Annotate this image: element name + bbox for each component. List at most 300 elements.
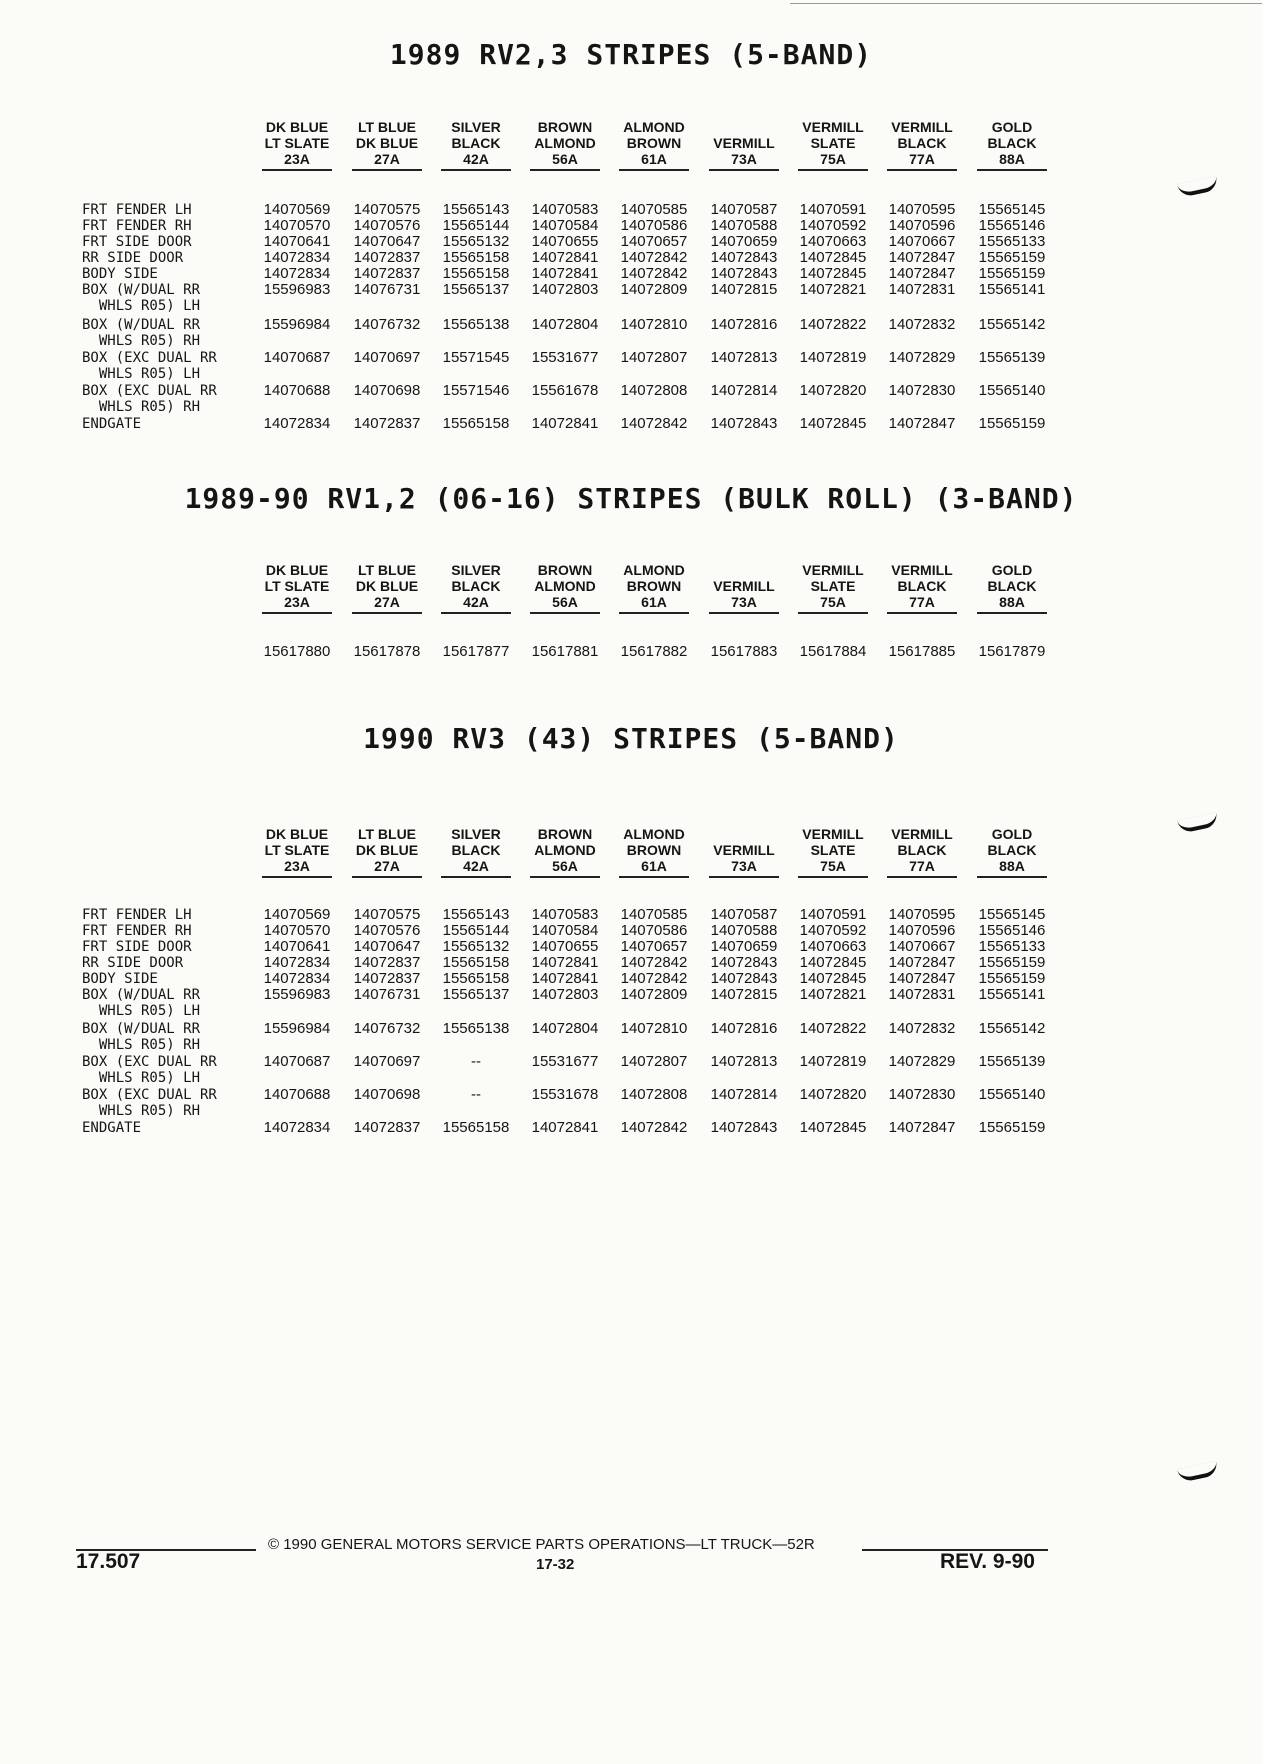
part-number-cell: 14076732 [353, 316, 421, 333]
part-number-cell: 14070688 [263, 1086, 331, 1103]
part-number-cell: 14072841 [531, 970, 599, 987]
part-number-cell: 15565140 [978, 1086, 1046, 1103]
column-header-rule [709, 876, 779, 878]
row-label: FRT SIDE DOOR [82, 234, 192, 250]
row-label: FRT FENDER RH [82, 923, 192, 939]
part-number-cell: 14072813 [710, 349, 778, 366]
column-header-line: 75A [820, 858, 846, 874]
column-header-line: SILVER [451, 562, 501, 578]
column-header-line [705, 119, 783, 135]
part-number-cell: 15561678 [531, 382, 599, 399]
part-number-cell: 14072808 [620, 382, 688, 399]
column-header-line: DK BLUE [355, 578, 419, 594]
part-number-cell: 14072819 [799, 1053, 867, 1070]
part-number-cell: 14072808 [620, 1086, 688, 1103]
column-header [526, 562, 604, 614]
part-number-cell: 14072829 [888, 1053, 956, 1070]
column-header-line: VERMILL [891, 119, 953, 135]
part-number-cell: 15565137 [442, 986, 510, 1003]
part-number-cell: 15565146 [978, 922, 1046, 939]
column-header-line: 73A [731, 594, 757, 610]
column-header-rule [619, 169, 689, 171]
part-number-cell: 14072822 [799, 1020, 867, 1037]
column-header [437, 826, 515, 878]
column-header-rule [977, 612, 1047, 614]
part-number-cell: 15596984 [263, 316, 331, 333]
part-number-cell: 15531678 [531, 1086, 599, 1103]
part-number-cell: 14072837 [353, 265, 421, 282]
part-number-cell: 14070663 [799, 233, 867, 250]
part-number-cell: 14070596 [888, 922, 956, 939]
part-number-cell: 14072813 [710, 1053, 778, 1070]
part-number-cell: 14072847 [888, 970, 956, 987]
table-title: 1989-90 RV1,2 (06-16) STRIPES (BULK ROLL) (3-BAND) [184, 482, 1078, 515]
part-number-cell: 14070596 [888, 217, 956, 234]
part-number-cell: 14070588 [710, 922, 778, 939]
part-number-cell: 15565158 [442, 1119, 510, 1136]
part-number-cell: 15565133 [978, 233, 1046, 250]
row-label: BOX (W/DUAL RR WHLS R05) RH [82, 1021, 201, 1053]
part-number-cell: 14072804 [531, 1020, 599, 1037]
part-number-cell: 14072847 [888, 415, 956, 432]
part-number-cell: 14072807 [620, 1053, 688, 1070]
column-header-line: BLACK [451, 135, 501, 151]
column-header-line: BLACK [897, 842, 947, 858]
part-number-cell: 15617879 [978, 643, 1046, 660]
part-number-cell: 15565145 [978, 906, 1046, 923]
part-number-cell: 14072832 [888, 316, 956, 333]
part-number-cell: 14072837 [353, 970, 421, 987]
column-header-line: 88A [999, 594, 1025, 610]
part-number-cell: 14070586 [620, 217, 688, 234]
part-number-cell: 15617880 [263, 643, 331, 660]
part-number-cell: 14072809 [620, 986, 688, 1003]
part-number-cell: 15617883 [710, 643, 778, 660]
column-header [437, 562, 515, 614]
part-number-cell: 14072822 [799, 316, 867, 333]
part-number-cell: 14072821 [799, 281, 867, 298]
part-number-cell: 14070657 [620, 233, 688, 250]
column-header-line: BLACK [897, 578, 947, 594]
part-number-cell: 14070687 [263, 1053, 331, 1070]
column-header-line: DK BLUE [355, 842, 419, 858]
column-header-line: 73A [731, 151, 757, 167]
column-header-line: GOLD [991, 119, 1033, 135]
column-header-rule [619, 876, 689, 878]
column-header-rule [530, 612, 600, 614]
part-number-cell: 14072831 [888, 986, 956, 1003]
part-number-cell: 14072820 [799, 1086, 867, 1103]
row-label: ENDGATE [82, 1120, 142, 1136]
column-header-line: VERMILL [802, 562, 864, 578]
part-number-cell: 14072816 [710, 1020, 778, 1037]
part-number-cell: 14072831 [888, 281, 956, 298]
part-number-cell: 14070655 [531, 233, 599, 250]
part-number-cell: 14070587 [710, 906, 778, 923]
part-number-cell: 14070698 [353, 1086, 421, 1103]
part-number-cell: 15565159 [978, 1119, 1046, 1136]
column-header-line: 23A [284, 858, 310, 874]
column-header [973, 119, 1051, 171]
column-header-line: 77A [909, 151, 935, 167]
column-header-rule [530, 169, 600, 171]
part-number-cell: 14072843 [710, 249, 778, 266]
part-number-cell: 14070583 [531, 906, 599, 923]
part-number-cell: 14070576 [353, 217, 421, 234]
column-header-line: LT BLUE [357, 562, 417, 578]
column-header-line: BROWN [537, 562, 593, 578]
part-number-cell: 15565159 [978, 970, 1046, 987]
part-number-cell: 14070586 [620, 922, 688, 939]
part-number-cell: 14072829 [888, 349, 956, 366]
part-number-cell: 15565138 [442, 1020, 510, 1037]
column-header-line: 27A [374, 594, 400, 610]
part-number-cell: 14072819 [799, 349, 867, 366]
part-number-cell: 14076731 [353, 281, 421, 298]
column-header-rule [977, 876, 1047, 878]
part-number-cell: 14072834 [263, 970, 331, 987]
column-header [705, 826, 783, 878]
column-header-line: BLACK [987, 842, 1037, 858]
top-edge-rule [790, 3, 1262, 4]
row-label: BODY SIDE [82, 266, 158, 282]
column-header-line: ALMOND [534, 578, 596, 594]
column-header-rule [441, 876, 511, 878]
part-number-cell: 15565142 [978, 316, 1046, 333]
part-number-cell: 14072837 [353, 249, 421, 266]
part-number-cell: 14070583 [531, 201, 599, 218]
part-number-cell: 14072843 [710, 415, 778, 432]
part-number-cell: 14070641 [263, 938, 331, 955]
column-header-line: 77A [909, 858, 935, 874]
part-number-cell: 15565141 [978, 986, 1046, 1003]
part-number-cell: 14072834 [263, 954, 331, 971]
column-header-line: VERMILL [802, 119, 864, 135]
part-number-cell: 15565158 [442, 415, 510, 432]
part-number-cell: 14072820 [799, 382, 867, 399]
column-header-line: BROWN [626, 578, 682, 594]
part-number-cell: 15565158 [442, 265, 510, 282]
column-header-line [705, 826, 783, 842]
part-number-cell: 14072841 [531, 1119, 599, 1136]
part-number-cell: 14070585 [620, 201, 688, 218]
part-number-cell: 14070641 [263, 233, 331, 250]
part-number-cell: 14072845 [799, 415, 867, 432]
part-number-cell: 15565159 [978, 415, 1046, 432]
part-number-cell: 14076731 [353, 986, 421, 1003]
column-header-rule [262, 612, 332, 614]
part-number-cell: 14072832 [888, 1020, 956, 1037]
column-header-line: BLACK [987, 578, 1037, 594]
part-number-cell: 15565132 [442, 233, 510, 250]
part-number-cell: 15565159 [978, 954, 1046, 971]
part-number-cell: 15565159 [978, 265, 1046, 282]
part-number-cell: 14070663 [799, 938, 867, 955]
part-number-cell: 14072803 [531, 986, 599, 1003]
part-number-cell: 14072842 [620, 1119, 688, 1136]
column-header-rule [709, 169, 779, 171]
column-header [883, 826, 961, 878]
part-number-cell: 14070667 [888, 233, 956, 250]
column-header-rule [887, 876, 957, 878]
column-header-line: 88A [999, 151, 1025, 167]
part-number-cell: 15565145 [978, 201, 1046, 218]
column-header [705, 562, 783, 614]
column-header-line: LT SLATE [264, 842, 330, 858]
column-header-line: SLATE [810, 135, 856, 151]
part-number-cell: 14070569 [263, 906, 331, 923]
column-header-line: 61A [641, 151, 667, 167]
column-header [794, 562, 872, 614]
column-header-line: 75A [820, 594, 846, 610]
part-number-cell: 14072842 [620, 415, 688, 432]
column-header-rule [619, 612, 689, 614]
column-header-line: 61A [641, 594, 667, 610]
part-number-cell: 14072841 [531, 415, 599, 432]
row-label: BOX (EXC DUAL RR WHLS R05) RH [82, 383, 217, 415]
part-number-cell: 14072841 [531, 954, 599, 971]
part-number-cell: 14072837 [353, 1119, 421, 1136]
column-header [526, 826, 604, 878]
part-number-cell: 15596983 [263, 281, 331, 298]
column-header-line [705, 562, 783, 578]
column-header-line: VERMILL [713, 135, 775, 151]
column-header-rule [798, 169, 868, 171]
column-header-rule [530, 876, 600, 878]
part-number-cell: 15565158 [442, 249, 510, 266]
column-header-rule [262, 876, 332, 878]
part-number-cell: 15617885 [888, 643, 956, 660]
part-number-cell: 14070595 [888, 201, 956, 218]
part-number-cell: 14072821 [799, 986, 867, 1003]
part-number-cell: 14070657 [620, 938, 688, 955]
row-label: BOX (EXC DUAL RR WHLS R05) LH [82, 350, 217, 382]
footer-page-number: 17-32 [536, 1556, 575, 1573]
row-label: BOX (W/DUAL RR WHLS R05) RH [82, 317, 201, 349]
row-label: BODY SIDE [82, 971, 158, 987]
column-header [794, 119, 872, 171]
part-number-cell: 14072803 [531, 281, 599, 298]
binder-hole-mark [1177, 1461, 1219, 1483]
part-number-cell: 14070576 [353, 922, 421, 939]
column-header-line: 77A [909, 594, 935, 610]
column-header-line: LT SLATE [264, 135, 330, 151]
row-label: RR SIDE DOOR [82, 250, 184, 266]
footer-copyright: © 1990 GENERAL MOTORS SERVICE PARTS OPERATIONS—LT TRUCK—52R [268, 1536, 815, 1553]
column-header-line: 42A [463, 151, 489, 167]
column-header-rule [977, 169, 1047, 171]
part-number-cell: 14072842 [620, 970, 688, 987]
part-number-cell: 15617878 [353, 643, 421, 660]
part-number-cell: 14072837 [353, 954, 421, 971]
column-header [348, 562, 426, 614]
part-number-cell: 14070688 [263, 382, 331, 399]
part-number-cell: 14072815 [710, 281, 778, 298]
part-number-cell: 14072847 [888, 249, 956, 266]
part-number-cell: 15571545 [442, 349, 510, 366]
part-number-cell: 15565144 [442, 922, 510, 939]
column-header [258, 119, 336, 171]
row-label: FRT SIDE DOOR [82, 939, 192, 955]
part-number-cell: 14072841 [531, 265, 599, 282]
part-number-cell: 14070659 [710, 938, 778, 955]
part-number-cell: 14070587 [710, 201, 778, 218]
column-header-line: 75A [820, 151, 846, 167]
column-header-rule [709, 612, 779, 614]
column-header [258, 826, 336, 878]
column-header [437, 119, 515, 171]
column-header-line: ALMOND [623, 826, 685, 842]
row-label: BOX (W/DUAL RR WHLS R05) LH [82, 282, 201, 314]
part-number-cell: 14072847 [888, 1119, 956, 1136]
column-header-line: BLACK [451, 578, 501, 594]
part-number-cell: 14072845 [799, 1119, 867, 1136]
part-number-cell: 15565144 [442, 217, 510, 234]
part-number-cell: 14072810 [620, 1020, 688, 1037]
column-header-rule [352, 612, 422, 614]
column-header-line: DK BLUE [265, 562, 329, 578]
column-header-line: ALMOND [534, 842, 596, 858]
footer-revision: REV. 9-90 [940, 1550, 1035, 1573]
column-header-rule [887, 169, 957, 171]
part-number-cell: 14070575 [353, 906, 421, 923]
part-number-cell: 15565140 [978, 382, 1046, 399]
part-number-cell: 14072847 [888, 954, 956, 971]
column-header-line: BROWN [537, 119, 593, 135]
column-header-line: BLACK [897, 135, 947, 151]
part-number-cell: 14070659 [710, 233, 778, 250]
column-header-rule [441, 612, 511, 614]
column-header-line: 61A [641, 858, 667, 874]
row-label: FRT FENDER LH [82, 202, 192, 218]
part-number-cell: 14072841 [531, 249, 599, 266]
part-number-cell: -- [471, 1086, 481, 1103]
column-header-line: GOLD [991, 562, 1033, 578]
row-label: BOX (W/DUAL RR WHLS R05) LH [82, 987, 201, 1019]
part-number-cell: 15565132 [442, 938, 510, 955]
column-header [883, 562, 961, 614]
part-number-cell: 15565158 [442, 970, 510, 987]
part-number-cell: 14070687 [263, 349, 331, 366]
column-header-line: 56A [552, 151, 578, 167]
column-header [794, 826, 872, 878]
part-number-cell: 14072834 [263, 415, 331, 432]
part-number-cell: 14070697 [353, 349, 421, 366]
column-header-rule [262, 169, 332, 171]
column-header-line: LT BLUE [357, 826, 417, 842]
binder-hole-mark [1177, 176, 1219, 198]
part-number-cell: 14072837 [353, 415, 421, 432]
part-number-cell: 15565159 [978, 249, 1046, 266]
part-number-cell: 14072845 [799, 265, 867, 282]
part-number-cell: 14072834 [263, 1119, 331, 1136]
column-header-line: 42A [463, 858, 489, 874]
part-number-cell: 14072807 [620, 349, 688, 366]
part-number-cell: 14072843 [710, 970, 778, 987]
column-header-line: 23A [284, 594, 310, 610]
part-number-cell: 14070584 [531, 922, 599, 939]
column-header-line: 23A [284, 151, 310, 167]
row-label: FRT FENDER RH [82, 218, 192, 234]
part-number-cell: 14070569 [263, 201, 331, 218]
column-header [615, 119, 693, 171]
column-header [348, 119, 426, 171]
part-number-cell: 15565138 [442, 316, 510, 333]
column-header-line: 56A [552, 858, 578, 874]
part-number-cell: 14072847 [888, 265, 956, 282]
part-number-cell: 15565137 [442, 281, 510, 298]
column-header-rule [441, 169, 511, 171]
column-header [973, 562, 1051, 614]
table-title: 1989 RV2,3 STRIPES (5-BAND) [389, 38, 873, 71]
part-number-cell: 15565146 [978, 217, 1046, 234]
binder-hole-mark [1177, 812, 1219, 834]
column-header [973, 826, 1051, 878]
row-label: BOX (EXC DUAL RR WHLS R05) LH [82, 1054, 217, 1086]
part-number-cell: 14070592 [799, 217, 867, 234]
part-number-cell: 14072845 [799, 970, 867, 987]
column-header-line: VERMILL [802, 826, 864, 842]
part-number-cell: 15565143 [442, 906, 510, 923]
row-label: FRT FENDER LH [82, 907, 192, 923]
part-number-cell: 14070647 [353, 233, 421, 250]
column-header-line: LT BLUE [357, 119, 417, 135]
column-header [615, 562, 693, 614]
column-header-line: ALMOND [623, 119, 685, 135]
column-header-line: BROWN [626, 135, 682, 151]
column-header-rule [798, 876, 868, 878]
part-number-cell: 15531677 [531, 349, 599, 366]
column-header-line: BROWN [537, 826, 593, 842]
part-number-cell: 15565158 [442, 954, 510, 971]
row-label: RR SIDE DOOR [82, 955, 184, 971]
part-number-cell: 15565139 [978, 349, 1046, 366]
column-header-line: BLACK [987, 135, 1037, 151]
footer-section-number: 17.507 [76, 1550, 141, 1573]
part-number-cell: 14072834 [263, 265, 331, 282]
column-header-line: SILVER [451, 119, 501, 135]
part-number-cell: 14070698 [353, 382, 421, 399]
column-header-rule [798, 612, 868, 614]
column-header-line: VERMILL [713, 842, 775, 858]
column-header-line: 27A [374, 858, 400, 874]
column-header-line: GOLD [991, 826, 1033, 842]
column-header [526, 119, 604, 171]
part-number-cell: 14072842 [620, 954, 688, 971]
column-header [348, 826, 426, 878]
part-number-cell: 14072830 [888, 382, 956, 399]
part-number-cell: 14070575 [353, 201, 421, 218]
column-header-line: VERMILL [891, 826, 953, 842]
part-number-cell: 14070592 [799, 922, 867, 939]
table-title: 1990 RV3 (43) STRIPES (5-BAND) [363, 722, 899, 755]
part-number-cell: 14072815 [710, 986, 778, 1003]
part-number-cell: 14070655 [531, 938, 599, 955]
column-header-line: SLATE [810, 578, 856, 594]
column-header-line: BROWN [626, 842, 682, 858]
part-number-cell: 14072845 [799, 249, 867, 266]
column-header-line: SLATE [810, 842, 856, 858]
part-number-cell: 15531677 [531, 1053, 599, 1070]
column-header [258, 562, 336, 614]
part-number-cell: 15617882 [620, 643, 688, 660]
column-header-line: DK BLUE [355, 135, 419, 151]
column-header-line: SILVER [451, 826, 501, 842]
part-number-cell: 14072809 [620, 281, 688, 298]
part-number-cell: 14070591 [799, 906, 867, 923]
part-number-cell: 14076732 [353, 1020, 421, 1037]
part-number-cell: 14070570 [263, 922, 331, 939]
